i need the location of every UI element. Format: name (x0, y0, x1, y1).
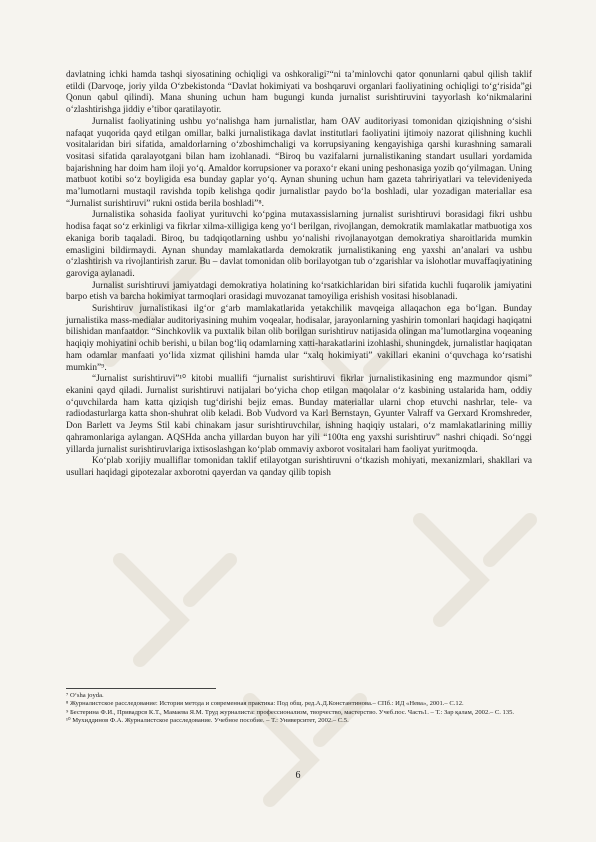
document-body (66, 70, 532, 480)
page-number: 6 (295, 770, 301, 781)
footnote: ⁹ Бестерина Ф.И., Привадрсв К.Т., Мамаева Я.М. Труд журналиста: профессионализм, творчество, мастерство. Учеб.пос. Часть1. – Т.: Зар қалам, 2002.– С. 135. (66, 708, 515, 716)
footnote: ¹⁰ Мухиддинов Ф.А. Журналистское расследование. Учебное пособие. – Т.: Университет, 2002.– С.5. (66, 717, 349, 725)
paragraph: “Jurnalist surishtiruvi”¹⁰ kitobi muallifi “jurnalist surishtiruvi fikrlar jurnalistikasining eng mazmundor qismi” ekanini qayd qiladi. Jurnalist surishtiruvi natijalari bo‘yicha chop etilgan maqolalar o‘z kasbining ustalarida ham, oddiy o‘quvchilarda ham katta qiziqish tug‘dirishi bejiz emas. Bunday materiallar ularni chop etuvchi nashrlar, tele- va radiodasturlarga katta shon-shuhrat olib keladi. Bob Vudvord va Karl Bernstayn, Gyunter Valraff va Gerxard Kromshreder, Don Barlett va Jeyms Stil kabi chinakam jasur surishtiruvchilar, ishning haqiqiy ustalari, o‘z mamlakatlarining milliy qahramonlariga aylangan. AQSHda ancha yillardan buyon har yili “100ta eng yaxshi surishtiruv” nashri chiqadi. So‘nggi yillarda jurnalist surishtiruvlariga ixtisoslashgan ko‘plab ommaviy axborot vositalari ham faoliyat yuritmoqda. (66, 374, 532, 455)
footnote: ⁸ Журналистское расследование: История метода и современная практика: Под общ. ред.А.Д.Константинова.– СПб.: ИД «Нева», 2001.– С.12. (66, 700, 464, 708)
paragraph: Surishtiruv jurnalistikasi ilg‘or g‘arb mamlakatlarida yetakchilik mavqeiga allaqachon ega bo‘lgan. Bunday jurnalistika mass-medialar auditoriyasining muhim voqealar, hodisalar, jarayonlarning yashirin tomonlari haqidagi haqiqatni bilishidan manfaatdor. “Sinchkovlik va puxtalik bilan olib borilgan surishtiruv natijasida olingan ma’lumotlargina voqeaning haqiqiy mohiyatini ochib berishi, u bilan bog‘liq odamlarning xatti-harakatlarini izohlashi, shuningdek, jurnalistlar haqiqatan ham odamlar manfaati yo‘lida xizmat qilishini hamda ular “xalq hokimiyati” vakillari ekanini o‘quvchaga ko‘rsatishi mumkin”⁹. (66, 304, 532, 373)
paragraph: Jurnalist surishtiruvi jamiyatdagi demokratiya holatining ko‘rsatkichlaridan biri sifatida kuchli fuqarolik jamiyatini barpo etish va barcha hokimiyat tarmoqlari orasidagi muvozanat tamoyiliga erishish vositasi hisoblanadi. (66, 280, 532, 303)
paragraph: Ko‘plab xorijiy mualliflar tomonidan taklif etilayotgan surishtiruvni o‘tkazish mohiyati, mexanizmlari, shakllari va usullari haqidagi gipotezalar axborotni qayerdan va qanday qilib topish (66, 456, 532, 478)
paragraph: Jurnalist faoliyatining ushbu yo‘nalishga ham jurnalistlar, ham OAV auditoriyasi tomonidan qiziqishning o‘sishi nafaqat yuqorida qayd etilgan omillar, balki jurnalistikaga davlat institutlari faoliyatini ijtimoiy nazorat qilishning kuchli vositalaridan biri sifatida, amaldorlarning o‘zboshimchaligi va korrupsiyaning kengayishiga qarshi kurashning samarali vositasi sifatida qaralayotgani bilan ham izohlanadi. “Biroq bu vazifalarni jurnalistikaning standart usullari yordamida bajarishning har doim ham iloji yo‘q. Amaldor korrupsioner va poraxo‘r ekani uning peshonasiga yozib qo‘yilmagan. Uning matbuot kotibi so‘z boyligida esa bunday gaplar yo‘q. Aynan shuning uchun ham gazeta tahririyatlari va televideniyeda ma’lumotlarni mustaqil ravishda topib kelishga qodir jurnalistlar paydo bo‘la boshladi, ular yozadigan materiallar esa “Jurnalist surishtiruvi” rukni ostida berila boshladi”⁸. (66, 116, 532, 209)
footnote-divider (66, 688, 216, 689)
footnotes (66, 688, 532, 726)
paragraph: davlatning ichki hamda tashqi siyosatining ochiqligi va oshkoraligi⁷“ni ta’minlovchi qator qonunlarni qabul qilish taklif etildi (Darvoqe, joriy yilda O‘zbekistonda “Davlat hokimiyati va boshqaruvi organlari faoliyatining ochiqligi to‘g‘risida”gi Qonun qabul qilindi). Mana shuning uchun ham bugungi kunda jurnalist surishtiruvini tayyorlash ko‘nikmalarini o‘zlashtirishga jiddiy e’tibor qaratilayotir. (66, 70, 532, 116)
paragraph: Jurnalistika sohasida faoliyat yurituvchi ko‘pgina mutaxassislarning jurnalist surishtiruvi borasidagi fikri ushbu hodisa faqat so‘z erkinligi va fikrlar xilma-xilligiga keng yo‘l berilgan, rivojlangan, demokratik mamlakatlar matbuotiga xos ekaniga borib taqaladi. Biroq, bu tadqiqotlarning ushbu yo‘nalishi rivojlanayotgan demokratiya sharoitlarida mumkin emasligini bildirmaydi. Aynan shunday mamlakatlarda demokratik jurnalistikaning eng yaxshi an’analari va ushbu o‘zlashtirish va rivojlantirish zarur. Bu – davlat tomonidan olib borilayotgan tub o‘zgarishlar va islohotlar muvaffaqiyatining garoviga aylanadi. (66, 210, 532, 279)
footnote: ⁷ O‘sha joyda. (66, 692, 104, 699)
